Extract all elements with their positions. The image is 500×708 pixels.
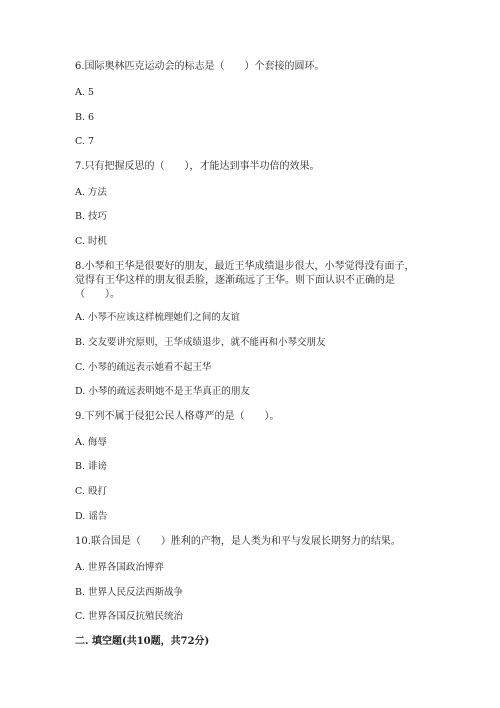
question-10-option-b: B. 世界人民反法西斯战争 [75, 587, 184, 598]
question-7-option-c: C. 时机 [75, 236, 107, 247]
question-10-option-a: A. 世界各国政治博弈 [75, 562, 164, 573]
question-8-stem-line-2: 觉得有王华这样的朋友很丢脸，逐渐疏远了王华。则下面认识不正确的是 [75, 275, 395, 286]
question-8-option-c: C. 小琴的疏远表示她看不起王华 [75, 362, 212, 373]
question-7-option-a: A. 方法 [75, 187, 107, 198]
question-7-stem: 7.只有把握反思的（ ），才能达到事半功倍的效果。 [75, 161, 320, 172]
question-9-stem: 9.下列不属于侵犯公民人格尊严的是（ ）。 [75, 411, 280, 422]
question-9-option-b: B. 诽谤 [75, 461, 108, 472]
section-2-heading: 二. 填空题(共10题，共72分) [75, 636, 210, 647]
question-9-option-c: C. 殴打 [75, 486, 107, 497]
question-10-option-c: C. 世界各国反抗殖民统治 [75, 611, 183, 622]
question-6-option-a: A. 5 [75, 87, 94, 98]
question-8-option-d: D. 小琴的疏远表明她不是王华真正的朋友 [75, 386, 250, 397]
question-8-option-a: A. 小琴不应该这样梳理她们之间的友谊 [75, 312, 240, 323]
question-10-stem: 10.联合国是（ ）胜利的产物，是人类为和平与发展长期努力的结果。 [75, 536, 401, 547]
question-8-stem-line-3: （ ）。 [75, 289, 120, 300]
question-8-option-b: B. 交友要讲究原则，王华成绩退步，就不能再和小琴交朋友 [75, 337, 326, 348]
question-8-stem-line-1: 8.小琴和王华是很要好的朋友，最近王华成绩退步很大，小琴觉得没有面子， [75, 261, 415, 272]
question-9-option-d: D. 谣告 [75, 511, 108, 522]
question-6-option-c: C. 7 [75, 136, 95, 147]
question-6-stem: 6.国际奥林匹克运动会的标志是（ ）个套接的圆环。 [75, 61, 325, 72]
question-9-option-a: A. 侮辱 [75, 437, 107, 448]
question-7-option-b: B. 技巧 [75, 211, 108, 222]
question-6-option-b: B. 6 [75, 112, 95, 123]
